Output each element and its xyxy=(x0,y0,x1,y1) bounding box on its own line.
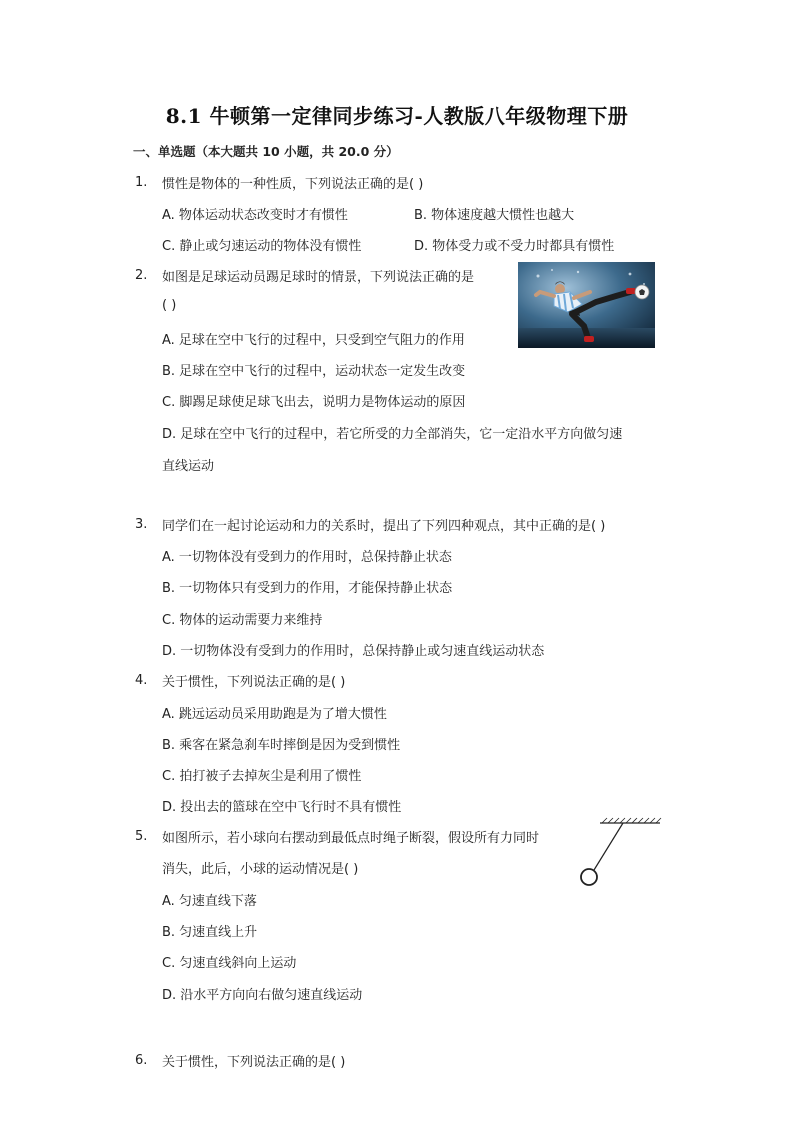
question-number: 1. xyxy=(135,175,148,190)
option-a: A. 匀速直线下落 xyxy=(162,894,257,909)
question-stem-cont: ( ) xyxy=(162,298,177,313)
option-a: A. 物体运动状态改变时才有惯性 xyxy=(162,208,348,223)
option-b: B. 乘客在紧急刹车时摔倒是因为受到惯性 xyxy=(162,738,401,753)
pendulum-figure xyxy=(574,815,664,890)
question-number: 3. xyxy=(135,517,148,532)
question-number: 5. xyxy=(135,829,148,844)
pendulum-diagram xyxy=(574,815,664,890)
question-number: 4. xyxy=(135,673,148,688)
section-heading: 一、单选题（本大题共 10 小题，共 20.0 分） xyxy=(133,144,399,159)
option-c: C. 脚踢足球使足球飞出去，说明力是物体运动的原因 xyxy=(162,395,466,410)
page-title: 8.1 牛顿第一定律同步练习-人教版八年级物理下册 xyxy=(165,104,629,128)
option-d-cont: 直线运动 xyxy=(162,459,215,474)
option-b: B. 物体速度越大惯性也越大 xyxy=(414,208,575,223)
question-stem: 关于惯性，下列说法正确的是( ) xyxy=(162,1055,346,1070)
option-c: C. 物体的运动需要力来维持 xyxy=(162,613,323,628)
question-number: 2. xyxy=(135,268,148,283)
question-stem: 惯性是物体的一种性质，下列说法正确的是( ) xyxy=(162,177,424,192)
question-stem: 如图所示，若小球向右摆动到最低点时绳子断裂，假设所有力同时 xyxy=(162,831,540,846)
soccer-player-illustration xyxy=(518,262,655,348)
option-b: B. 一切物体只有受到力的作用，才能保持静止状态 xyxy=(162,581,453,596)
option-c: C. 匀速直线斜向上运动 xyxy=(162,956,297,971)
option-a: A. 跳远运动员采用助跑是为了增大惯性 xyxy=(162,707,387,722)
option-d: D. 沿水平方向向右做匀速直线运动 xyxy=(162,988,363,1003)
option-c: C. 静止或匀速运动的物体没有惯性 xyxy=(162,239,362,254)
option-d: D. 物体受力或不受力时都具有惯性 xyxy=(414,239,615,254)
question-stem-cont: 消失，此后，小球的运动情况是( ) xyxy=(162,862,359,877)
option-d: D. 投出去的篮球在空中飞行时不具有惯性 xyxy=(162,800,402,815)
question-number: 6. xyxy=(135,1053,148,1068)
option-a: A. 足球在空中飞行的过程中，只受到空气阻力的作用 xyxy=(162,333,465,348)
option-d: D. 一切物体没有受到力的作用时，总保持静止或匀速直线运动状态 xyxy=(162,644,545,659)
question-stem: 同学们在一起讨论运动和力的关系时，提出了下列四种观点，其中正确的是( ) xyxy=(162,519,606,534)
question-stem: 如图是足球运动员踢足球时的情景，下列说法正确的是 xyxy=(162,270,475,285)
option-b: B. 匀速直线上升 xyxy=(162,925,258,940)
option-d: D. 足球在空中飞行的过程中，若它所受的力全部消失，它一定沿水平方向做匀速 xyxy=(162,427,623,442)
option-b: B. 足球在空中飞行的过程中，运动状态一定发生改变 xyxy=(162,364,466,379)
soccer-player-image xyxy=(518,262,655,348)
option-c: C. 拍打被子去掉灰尘是利用了惯性 xyxy=(162,769,362,784)
question-stem: 关于惯性，下列说法正确的是( ) xyxy=(162,675,346,690)
option-a: A. 一切物体没有受到力的作用时，总保持静止状态 xyxy=(162,550,452,565)
